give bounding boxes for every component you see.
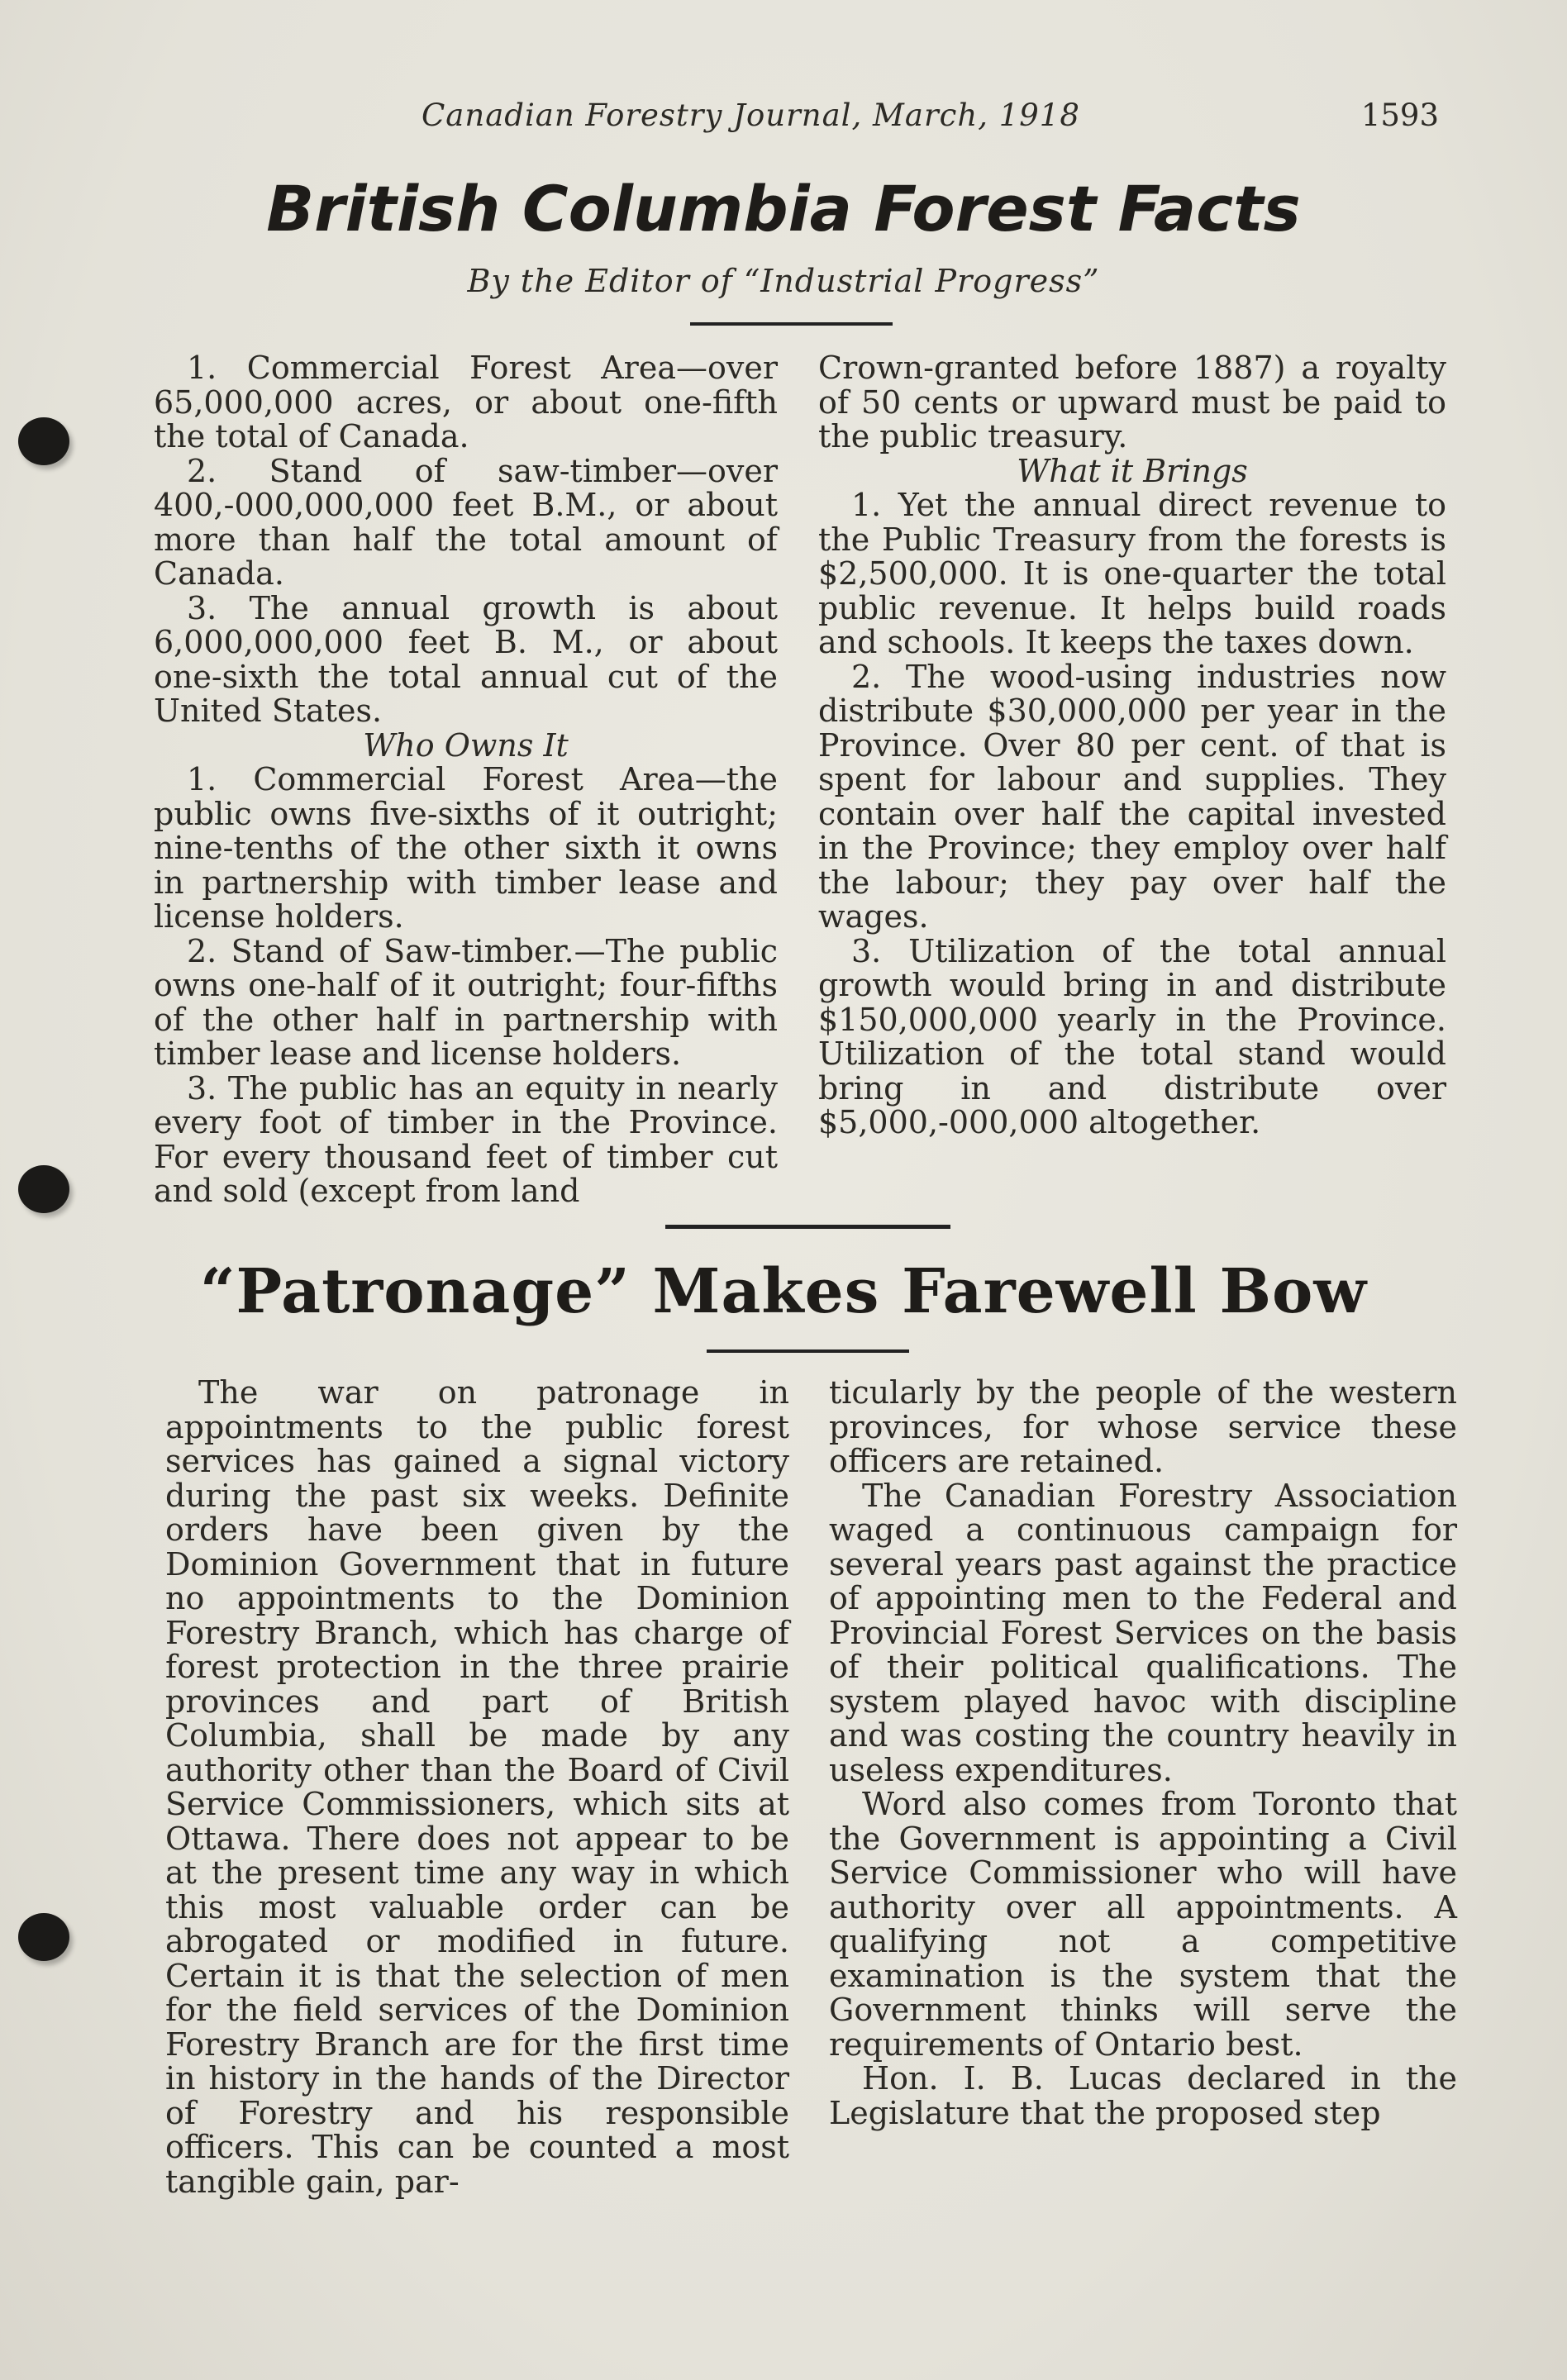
- page-number: 1593: [1360, 98, 1439, 133]
- article2-title: “Patronage” Makes Farewell Bow: [199, 1256, 1368, 1327]
- article2-right-column: [829, 1376, 1457, 2130]
- paragraph: Hon. I. B. Lucas declared in the Legislature that the proposed step: [829, 2060, 1457, 2131]
- subheading: Who Owns It: [363, 726, 569, 764]
- binder-hole-middle: [18, 1165, 69, 1213]
- running-head: Canadian Forestry Journal, March, 1918: [422, 98, 1080, 133]
- paragraph: 1. Commercial Forest Area—over 65,000,000 acres, or about one-fifth the total of Canada.: [154, 350, 778, 455]
- paragraph: 2. Stand of saw-timber—over 400,-000,000,000 feet B.M., or about more than half the total amount of Canada.: [154, 452, 778, 592]
- title-rule: [690, 322, 893, 326]
- paragraph: 1. Yet the annual direct revenue to the Public Treasury from the forests is $2,500,000. It is one-quarter the total public revenue. It helps build roads and schools. It keeps the taxes down.: [818, 487, 1446, 660]
- binder-hole-top: [18, 417, 69, 465]
- article1-title: British Columbia Forest Facts: [266, 172, 1301, 245]
- paragraph: 2. The wood-using industries now distribute $30,000,000 per year in the Province. Over 80 per cent. of that is spent for labour and supplies. They contain over half the capital invested in the Province; they employ over half the labour; they pay over half the wages.: [818, 658, 1446, 935]
- paragraph: The Canadian Forestry Association waged a continuous campaign for several years past against the practice of appointing men to the Federal and Provincial Forest Services on the basis of their political qualifications. The system played havoc with discipline and was costing the country heavily in useless expenditures.: [829, 1477, 1457, 1788]
- paragraph: Word also comes from Toronto that the Government is appointing a Civil Service Commissioner who will have authority over all appointments. A qualifying not a competitive examination is the system that the Government thinks will serve the requirements of Ontario best.: [829, 1786, 1457, 2063]
- article1-right-column: [818, 351, 1446, 1140]
- paragraph: 3. Utilization of the total annual growth would bring in and distribute $150,000,000 yearly in the Province. Utilization of the total stand would bring in and distribute over $5,000,-000,000 altogether.: [818, 932, 1446, 1140]
- article1-byline: By the Editor of “Industrial Progress”: [467, 263, 1100, 299]
- paragraph: 1. Commercial Forest Area—the public owns five-sixths of it outright; nine-tenths of the other sixth it owns in partnership with timber lease and license holders.: [154, 761, 778, 935]
- article2-left-column: [165, 1376, 789, 2199]
- paragraph: 2. Stand of Saw-timber.—The public owns one-half of it outright; four-fifths of the other half in partnership with timber lease and license holders.: [154, 932, 778, 1072]
- paragraph: 3. The annual growth is about 6,000,000,000 feet B. M., or about one-sixth the total annual cut of the United States.: [154, 589, 778, 729]
- section-divider: [665, 1225, 950, 1229]
- subheading: What it Brings: [1017, 452, 1248, 489]
- article1-left-column: [154, 351, 778, 1209]
- paragraph: The war on patronage in appointments to the public forest services has gained a signal victory during the past six weeks. Definite orders have been given by the Dominion Government that in future no appointments to the Dominion Forestry Branch, which has charge of forest protection in the three prairie provinces and part of British Columbia, shall be made by any authority other than the Board of Civil Service Commissioners, which sits at Ottawa. There does not appear to be at the present time any way in which this most valuable order can be abrogated or modified in future. Certain it is that the selection of men for the field services of the Dominion Forestry Branch are for the first time in history in the hands of the Director of Forestry and his responsible officers. This can be counted a most tangible gain, par-: [165, 1374, 789, 2200]
- paragraph-continued: ticularly by the people of the western provinces, for whose service these officers are retained.: [829, 1374, 1457, 1479]
- binder-hole-bottom: [18, 1913, 69, 1961]
- paragraph: 3. The public has an equity in nearly every foot of timber in the Province. For every thousand feet of timber cut and sold (except from land: [154, 1069, 778, 1209]
- paragraph-continued: Crown-granted before 1887) a royalty of 50 cents or upward must be paid to the public treasury.: [818, 350, 1446, 455]
- title-rule-2: [707, 1349, 909, 1353]
